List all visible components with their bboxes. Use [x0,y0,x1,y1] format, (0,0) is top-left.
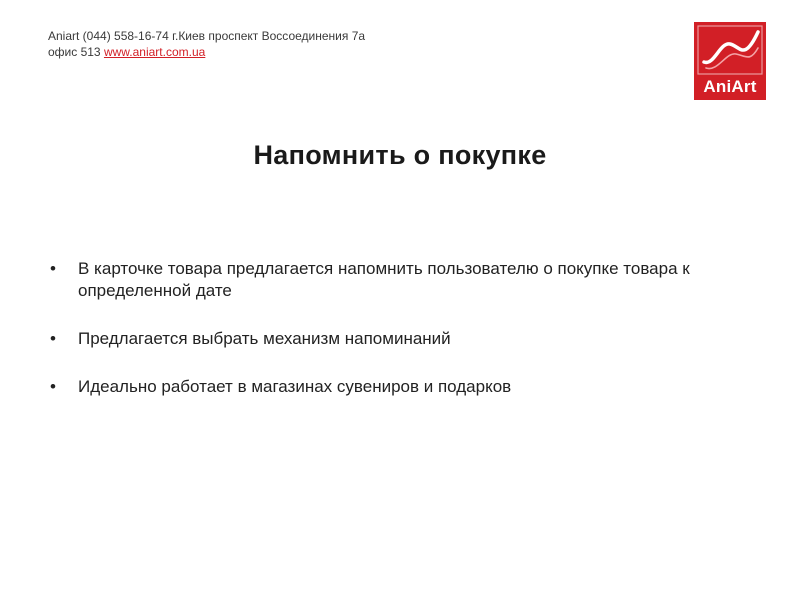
company-contact-info [48,28,365,60]
bullet-text: Идеально работает в магазинах сувениров и подарков [78,377,512,396]
slide-title: Напомнить о покупке [253,140,547,170]
contact-line-address: Aniart (044) 558-16-74 г.Киев проспект Воссоединения 7а [48,29,366,43]
bullet-item [50,376,760,398]
bullet-item [50,258,760,302]
bullet-dot: • [50,259,56,278]
bullet-dot: • [50,329,56,348]
bullet-dot: • [50,377,56,396]
bullet-text: В карточке товара предлагается напомнить пользователю о покупке товара к определенной дате [78,259,690,300]
office-label: офис 513 [48,45,104,59]
bullet-item [50,328,760,350]
bullet-text: Предлагается выбрать механизм напоминаний [78,329,451,348]
website-link[interactable]: www.aniart.com.ua [103,45,206,59]
contact-line-office [48,44,365,60]
aniart-logo [694,22,766,100]
logo-wordmark: AniArt [703,77,757,96]
bullet-list [50,258,760,424]
